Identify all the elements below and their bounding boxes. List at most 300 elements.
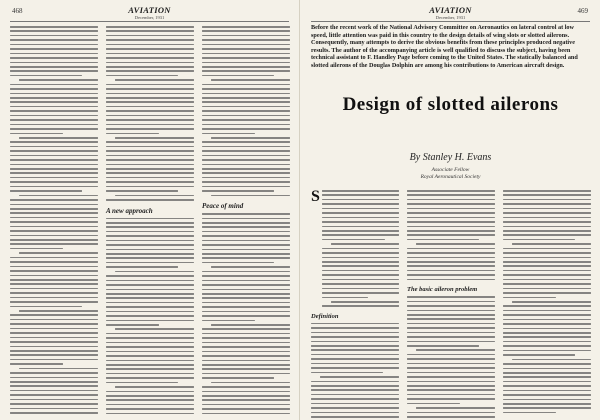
text-line	[503, 407, 591, 409]
text-line	[322, 212, 399, 214]
text-line	[10, 124, 98, 126]
text-line	[202, 257, 290, 259]
text-line	[322, 305, 399, 307]
text-line	[407, 252, 495, 254]
text-line	[106, 275, 194, 277]
text-line	[503, 390, 591, 392]
right-col3-text	[503, 190, 591, 416]
text-line	[503, 368, 591, 370]
text-line	[407, 194, 495, 196]
text-line	[106, 106, 194, 108]
drop-cap: S	[311, 188, 320, 205]
right-page-header	[301, 3, 600, 21]
text-line	[407, 265, 495, 267]
text-line	[202, 391, 290, 393]
text-line	[202, 293, 290, 295]
text-line	[503, 257, 591, 259]
left-header-rule	[10, 21, 289, 22]
text-line	[202, 186, 290, 188]
text-line	[407, 354, 495, 356]
text-line	[10, 106, 98, 108]
text-line	[106, 284, 194, 286]
text-line	[202, 150, 290, 152]
right-col2-text-b	[407, 296, 495, 420]
text-line	[106, 133, 159, 135]
text-line	[10, 270, 98, 272]
text-line	[407, 318, 495, 320]
text-line	[503, 332, 591, 334]
text-line	[322, 270, 399, 272]
text-line	[106, 218, 194, 220]
text-line	[322, 217, 399, 219]
text-line	[407, 310, 495, 312]
text-line	[202, 44, 290, 46]
text-line	[10, 84, 98, 86]
text-line	[106, 231, 194, 233]
text-line	[10, 159, 98, 161]
text-line	[202, 306, 290, 308]
text-line	[407, 257, 495, 259]
text-line	[503, 274, 591, 276]
left-column-2	[106, 26, 194, 417]
text-line	[322, 230, 399, 232]
text-line	[503, 212, 591, 214]
text-line	[202, 159, 290, 161]
text-line	[311, 398, 399, 400]
text-line	[10, 155, 98, 157]
left-masthead: AVIATION	[128, 5, 171, 15]
text-line	[10, 292, 98, 294]
text-line	[106, 306, 194, 308]
text-line	[503, 345, 591, 347]
text-line	[10, 164, 98, 166]
text-line	[512, 301, 591, 303]
text-line	[503, 323, 591, 325]
text-line	[10, 385, 98, 387]
text-line	[106, 289, 194, 291]
right-column-3	[503, 190, 591, 416]
text-line	[407, 212, 495, 214]
text-line	[10, 399, 98, 401]
text-line	[407, 239, 479, 241]
text-line	[106, 257, 194, 259]
right-col2-subheading: The basic aileron problem	[407, 286, 478, 294]
text-line	[106, 346, 194, 348]
text-line	[106, 119, 194, 121]
text-line	[202, 164, 290, 166]
text-line	[10, 279, 98, 281]
text-line	[202, 337, 290, 339]
text-line	[10, 306, 82, 308]
text-line	[407, 372, 495, 374]
right-col1-text-b	[311, 323, 399, 420]
text-line	[407, 412, 495, 414]
text-line	[202, 70, 290, 72]
text-line	[407, 367, 495, 369]
text-line	[503, 314, 591, 316]
text-line	[202, 231, 290, 233]
text-line	[311, 336, 399, 338]
text-line	[211, 195, 290, 197]
text-line	[322, 221, 399, 223]
text-line	[106, 315, 194, 317]
text-line	[106, 199, 194, 201]
text-line	[202, 271, 290, 273]
text-line	[503, 221, 591, 223]
text-line	[10, 235, 98, 237]
text-line	[202, 97, 290, 99]
text-line	[407, 190, 495, 192]
text-line	[503, 279, 591, 281]
text-line	[10, 181, 98, 183]
article-byline: By Stanley H. Evans	[409, 152, 492, 163]
text-line	[202, 275, 290, 277]
text-line	[106, 360, 194, 362]
text-line	[202, 226, 290, 228]
text-line	[10, 359, 98, 361]
text-line	[322, 234, 399, 236]
text-line	[416, 349, 495, 351]
text-line	[10, 208, 98, 210]
text-line	[503, 412, 556, 414]
text-line	[10, 341, 98, 343]
text-line	[407, 385, 495, 387]
text-line	[512, 243, 591, 245]
text-line	[407, 332, 495, 334]
text-line	[106, 181, 194, 183]
text-line	[106, 84, 194, 86]
text-line	[202, 240, 290, 242]
text-line	[106, 172, 194, 174]
text-line	[106, 364, 194, 366]
text-line	[106, 368, 194, 370]
text-line	[322, 226, 399, 228]
text-line	[106, 351, 194, 353]
text-line	[202, 141, 290, 143]
text-line	[503, 252, 591, 254]
text-line	[322, 252, 399, 254]
right-column-2	[407, 190, 495, 420]
left-col1-text	[10, 26, 98, 417]
right-col1-text-a	[322, 190, 399, 310]
text-line	[202, 110, 290, 112]
text-line	[311, 349, 399, 351]
text-line	[311, 389, 399, 391]
text-line	[10, 150, 98, 152]
text-line	[211, 324, 290, 326]
text-line	[106, 235, 194, 237]
text-line	[202, 302, 290, 304]
text-line	[115, 137, 194, 139]
text-line	[503, 385, 591, 387]
text-line	[106, 146, 194, 148]
text-line	[407, 279, 495, 281]
text-line	[311, 367, 399, 369]
right-page-number: 469	[577, 7, 588, 15]
text-line	[106, 168, 194, 170]
text-line	[503, 297, 556, 299]
text-line	[202, 342, 290, 344]
text-line	[407, 199, 495, 201]
text-line	[503, 265, 591, 267]
text-line	[322, 288, 399, 290]
text-line	[503, 217, 591, 219]
text-line	[106, 404, 194, 406]
text-line	[202, 75, 274, 77]
text-line	[10, 390, 98, 392]
text-line	[311, 327, 399, 329]
text-line	[115, 328, 194, 330]
text-line	[106, 150, 194, 152]
text-line	[10, 354, 98, 356]
left-col2-text-a	[106, 26, 194, 204]
text-line	[311, 358, 399, 360]
text-line	[10, 248, 63, 250]
text-line	[407, 363, 495, 365]
text-line	[10, 168, 98, 170]
right-issue-line: December, 1931	[435, 15, 466, 20]
text-line	[503, 283, 591, 285]
text-line	[10, 297, 98, 299]
text-line	[407, 230, 495, 232]
text-line	[311, 412, 399, 414]
left-col3-subheading: Peace of mind	[202, 202, 244, 211]
text-line	[106, 53, 194, 55]
text-line	[106, 342, 194, 344]
left-col3-text-b	[202, 213, 290, 417]
text-line	[10, 128, 98, 130]
text-line	[202, 133, 255, 135]
right-masthead: AVIATION	[429, 5, 472, 15]
text-line	[407, 208, 495, 210]
text-line	[10, 337, 98, 339]
text-line	[503, 230, 591, 232]
text-line	[202, 115, 290, 117]
text-line	[10, 230, 98, 232]
text-line	[10, 243, 98, 245]
text-line	[10, 275, 98, 277]
text-line	[19, 137, 98, 139]
right-page	[301, 0, 600, 420]
text-line	[503, 261, 591, 263]
text-line	[10, 239, 98, 241]
text-line	[10, 323, 98, 325]
text-line	[311, 394, 399, 396]
text-line	[503, 239, 575, 241]
text-line	[106, 355, 194, 357]
text-line	[202, 355, 290, 357]
text-line	[106, 297, 194, 299]
text-line	[106, 293, 194, 295]
text-line	[202, 320, 255, 322]
text-line	[503, 234, 591, 236]
text-line	[407, 203, 495, 205]
text-line	[202, 404, 290, 406]
text-line	[202, 360, 290, 362]
text-line	[503, 288, 591, 290]
text-line	[106, 101, 194, 103]
text-line	[19, 310, 98, 312]
text-line	[322, 274, 399, 276]
text-line	[106, 26, 194, 28]
text-line	[10, 101, 98, 103]
text-line	[322, 239, 385, 241]
text-line	[211, 382, 290, 384]
text-line	[211, 79, 290, 81]
text-line	[407, 221, 495, 223]
text-line	[106, 190, 178, 192]
right-col2-text-a	[407, 190, 495, 283]
text-line	[10, 328, 98, 330]
text-line	[322, 194, 399, 196]
text-line	[311, 341, 399, 343]
text-line	[407, 403, 460, 405]
text-line	[202, 84, 290, 86]
text-line	[106, 70, 194, 72]
text-line	[202, 222, 290, 224]
text-line	[202, 26, 290, 28]
text-line	[202, 168, 290, 170]
text-line	[202, 395, 290, 397]
text-line	[10, 319, 98, 321]
text-line	[10, 266, 98, 268]
text-line	[503, 372, 591, 374]
text-line	[503, 336, 591, 338]
text-line	[503, 328, 591, 330]
text-line	[202, 177, 290, 179]
text-line	[311, 354, 399, 356]
text-line	[331, 243, 399, 245]
text-line	[10, 62, 98, 64]
text-line	[503, 203, 591, 205]
text-line	[106, 373, 194, 375]
text-line	[10, 217, 98, 219]
text-line	[202, 181, 290, 183]
text-line	[311, 345, 399, 347]
text-line	[202, 364, 290, 366]
text-line	[106, 66, 194, 68]
text-line	[407, 381, 495, 383]
text-line	[202, 62, 290, 64]
text-line	[19, 79, 98, 81]
text-line	[10, 372, 98, 374]
text-line	[407, 226, 495, 228]
text-line	[10, 283, 98, 285]
text-line	[202, 101, 290, 103]
text-line	[311, 332, 399, 334]
text-line	[106, 324, 159, 326]
text-line	[106, 408, 194, 410]
text-line	[106, 280, 194, 282]
text-line	[202, 39, 290, 41]
text-line	[202, 66, 290, 68]
text-line	[202, 93, 290, 95]
text-line	[407, 327, 495, 329]
text-line	[106, 44, 194, 46]
text-line	[10, 394, 98, 396]
text-line	[19, 368, 98, 370]
text-line	[106, 75, 178, 77]
text-line	[10, 257, 98, 259]
text-line	[311, 323, 399, 325]
text-line	[10, 381, 98, 383]
text-line	[202, 124, 290, 126]
text-line	[10, 26, 98, 28]
text-line	[416, 407, 495, 409]
text-line	[322, 208, 399, 210]
text-line	[106, 57, 194, 59]
text-line	[503, 403, 591, 405]
text-line	[106, 39, 194, 41]
text-line	[106, 377, 194, 379]
left-col3-text-a	[202, 26, 290, 199]
left-col2-subheading: A new approach	[106, 206, 153, 215]
text-line	[202, 377, 274, 379]
left-page-header	[0, 3, 299, 21]
text-line	[202, 190, 274, 192]
text-line	[115, 271, 194, 273]
text-line	[322, 199, 399, 201]
text-line	[10, 346, 98, 348]
text-line	[106, 110, 194, 112]
text-line	[10, 363, 63, 365]
text-line	[407, 248, 495, 250]
text-line	[106, 320, 194, 322]
text-line	[322, 265, 399, 267]
left-column-1	[10, 26, 98, 417]
text-line	[503, 399, 591, 401]
text-line	[106, 164, 194, 166]
text-line	[106, 35, 194, 37]
text-line	[106, 177, 194, 179]
article-title: Design of slotted ailerons	[342, 94, 559, 115]
text-line	[10, 75, 82, 77]
text-line	[503, 354, 575, 356]
text-line	[106, 253, 194, 255]
text-line	[106, 391, 194, 393]
text-line	[407, 274, 495, 276]
text-line	[106, 240, 194, 242]
text-line	[19, 252, 98, 254]
text-line	[311, 416, 399, 418]
text-line	[503, 199, 591, 201]
text-line	[322, 257, 399, 259]
text-line	[503, 376, 591, 378]
text-line	[322, 190, 399, 192]
text-line	[10, 172, 98, 174]
text-line	[106, 115, 194, 117]
text-line	[202, 48, 290, 50]
text-line	[10, 350, 98, 352]
text-line	[407, 261, 495, 263]
text-line	[202, 297, 290, 299]
text-line	[106, 226, 194, 228]
text-line	[106, 128, 194, 130]
text-line	[10, 93, 98, 95]
text-line	[106, 337, 194, 339]
text-line	[202, 289, 290, 291]
right-column-1	[311, 190, 399, 420]
text-line	[202, 155, 290, 157]
text-line	[407, 234, 495, 236]
text-line	[311, 363, 399, 365]
text-line	[115, 386, 194, 388]
text-line	[512, 359, 591, 361]
text-line	[202, 262, 274, 264]
text-line	[10, 204, 98, 206]
right-header-rule	[311, 21, 590, 22]
text-line	[10, 288, 98, 290]
